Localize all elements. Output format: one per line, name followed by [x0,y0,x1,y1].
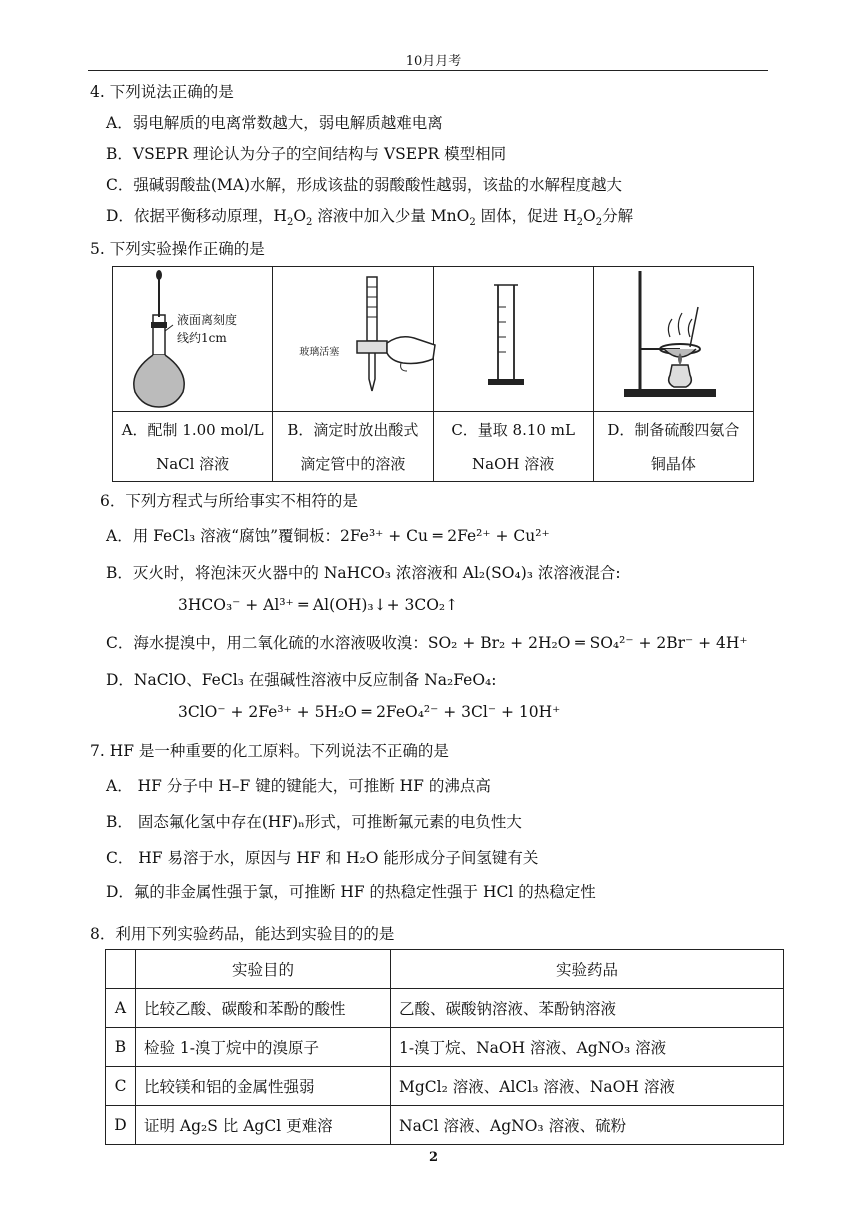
q5-caption-c1: C．量取 8.10 mL [451,420,575,439]
row-purpose: 比较镁和铝的金属性强弱 [136,1067,391,1106]
q4-d-sub1: 2 [286,217,294,229]
q5-picture-b [273,267,433,412]
q7-option-b: B． 固态氟化氢中存在(HF)ₙ形式，可推断氟元素的电负性大 [106,813,522,831]
q6-option-c: C．海水提溴中，用二氧化硫的水溶液吸收溴：SO₂ + Br₂ + 2H₂O ═ SO₄²⁻ + 2Br⁻ + 4H⁺ [106,634,748,652]
row-label: A [106,989,136,1028]
q5-caption-a1: A．配制 1.00 mol/L [121,420,264,439]
evaporation-stand-icon [594,267,740,411]
q8-header-row [106,950,784,989]
q8-header-blank [106,950,136,989]
q7-option-d: D．氟的非金属性强于氯，可推断 HF 的热稳定性强于 HCl 的热稳定性 [106,883,596,901]
q4-d-sub3: 2 [469,217,476,229]
q5-caption-a [113,412,273,482]
q4-option-a: A．弱电解质的电离常数越大，弱电解质越难电离 [106,114,443,132]
q5-caption-b2: 滴定管中的溶液 [300,454,406,473]
row-drugs: 1-溴丁烷、NaOH 溶液、AgNO₃ 溶液 [391,1028,784,1067]
row-purpose: 比较乙酸、碳酸和苯酚的酸性 [136,989,391,1028]
header-rule [88,70,768,71]
table-row [106,1028,784,1067]
q5-caption-b1: B．滴定时放出酸式 [287,420,419,439]
q8-header-drugs: 实验药品 [391,950,784,989]
q5-caption-d2: 铜晶体 [650,454,696,473]
q4-option-c: C．强碱弱酸盐(MA)水解，形成该盐的弱酸酸性越弱，该盐的水解程度越大 [106,176,623,194]
q5-label-a1: 液面离刻度 [177,313,238,327]
row-label: C [106,1067,136,1106]
q4-d-sub4: 2 [576,217,583,229]
q4-d-part5: O [582,207,596,225]
q6-option-d-equation: 3ClO⁻ + 2Fe³⁺ + 5H₂O ═ 2FeO₄²⁻ + 3Cl⁻ + 10H⁺ [178,703,561,721]
q5-picture-d [593,267,753,412]
q6-option-d: D．NaClO、FeCl₃ 在强碱性溶液中反应制备 Na₂FeO₄: [106,671,497,689]
q4-d-sub2: 2 [306,217,313,229]
q5-picture-c [433,267,593,412]
q5-caption-a2: NaCl 溶液 [156,454,230,473]
row-drugs: 乙酸、碳酸钠溶液、苯酚钠溶液 [391,989,784,1028]
q6-option-a: A．用 FeCl₃ 溶液“腐蚀”覆铜板：2Fe³⁺ + Cu ═ 2Fe²⁺ + Cu²⁺ [106,527,550,545]
q8-stem: 8．利用下列实验药品，能达到实验目的的是 [90,925,395,943]
q8-header-purpose: 实验目的 [136,950,391,989]
q5-stem: 5. 下列实验操作正确的是 [90,240,265,258]
row-label: B [106,1028,136,1067]
q4-d-part6: 分解 [602,207,634,225]
table-row [106,989,784,1028]
q4-option-b: B．VSEPR 理论认为分子的空间结构与 VSEPR 模型相同 [106,145,507,163]
q5-experiment-table [112,266,754,482]
burette-hand-icon [273,267,459,411]
q5-picture-a [113,267,273,412]
q5-caption-c2: NaOH 溶液 [472,454,555,473]
q4-stem: 4. 下列说法正确的是 [90,83,234,101]
page-header: 10月月考 [405,54,462,69]
page-number: 2 [428,1150,439,1165]
q5-caption-b [273,412,433,482]
q8-table [105,949,784,1145]
q4-option-d [106,204,633,228]
q7-option-c: C． HF 易溶于水，原因与 HF 和 H₂O 能形成分子间氢键有关 [106,849,539,867]
q4-d-part2: O [293,207,307,225]
q5-caption-d1: D．制备硫酸四氨合 [607,420,740,439]
row-purpose: 证明 Ag₂S 比 AgCl 更难溶 [136,1106,391,1145]
table-row [106,1067,784,1106]
q5-label-b: 玻璃活塞 [299,347,340,358]
row-label: D [106,1106,136,1145]
row-purpose: 检验 1-溴丁烷中的溴原子 [136,1028,391,1067]
q7-option-a: A． HF 分子中 H–F 键的键能大，可推断 HF 的沸点高 [106,777,491,795]
q5-caption-d [593,412,753,482]
q4-d-part4: 固体，促进 H [475,207,577,225]
q5-caption-c [433,412,593,482]
q5-label-a2: 线约1cm [177,331,227,345]
row-drugs: MgCl₂ 溶液、AlCl₃ 溶液、NaOH 溶液 [391,1067,784,1106]
q6-option-b-equation: 3HCO₃⁻ + Al³⁺ ═ Al(OH)₃↓+ 3CO₂↑ [178,596,459,614]
graduated-cylinder-icon [434,267,576,411]
q6-option-b: B．灭火时，将泡沫灭火器中的 NaHCO₃ 浓溶液和 Al₂(SO₄)₃ 浓溶液混合: [106,564,621,582]
q6-stem: 6．下列方程式与所给事实不相符的是 [100,492,358,510]
table-row [106,1106,784,1145]
q4-d-part3: 溶液中加入少量 MnO [312,207,470,225]
q7-stem: 7. HF 是一种重要的化工原料。下列说法不正确的是 [90,742,449,760]
row-drugs: NaCl 溶液、AgNO₃ 溶液、硫粉 [391,1106,784,1145]
q4-d-sub5: 2 [595,217,603,229]
q4-d-part1: D．依据平衡移动原理，H [106,207,287,225]
